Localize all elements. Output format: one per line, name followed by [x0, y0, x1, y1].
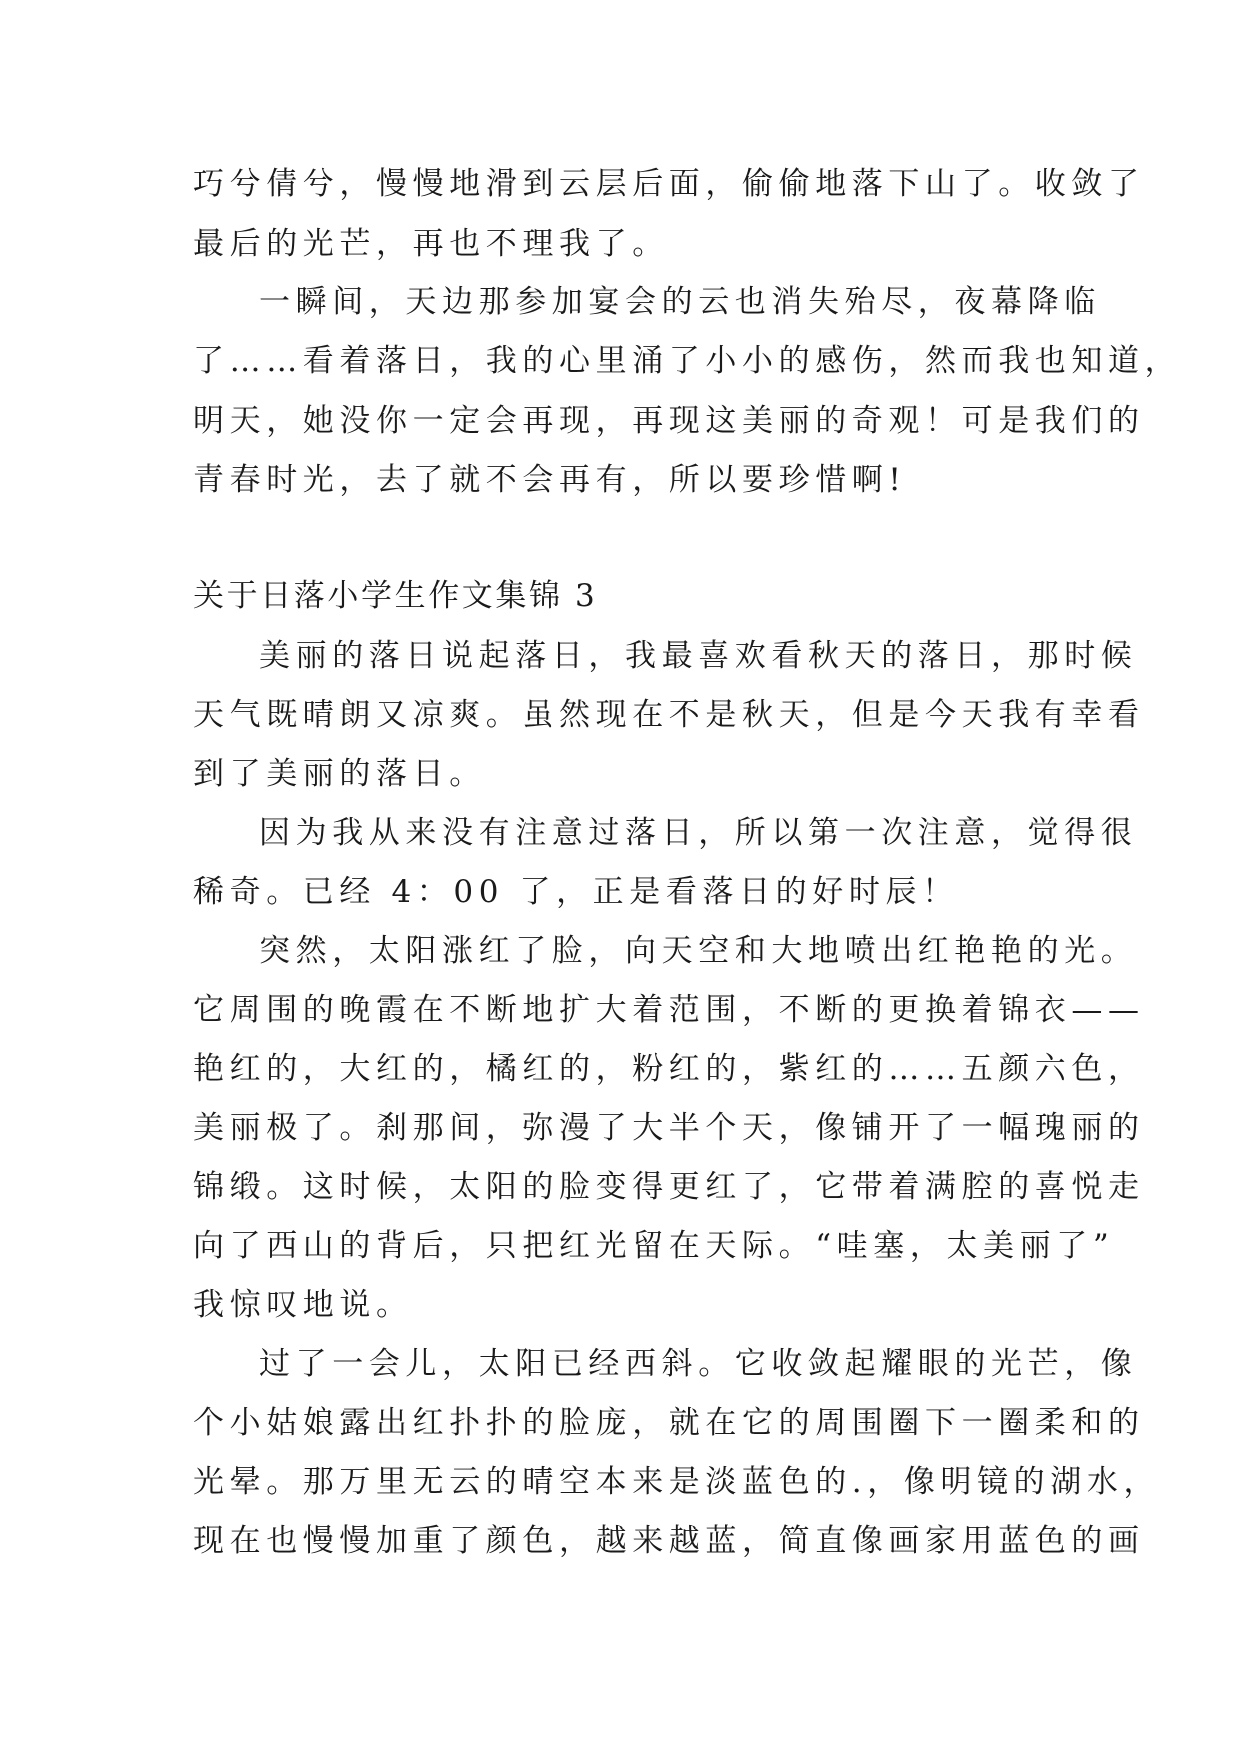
text-line: 向了西山的背后，只把红光留在天际。“哇塞，太美丽了”: [193, 1228, 1115, 1264]
text-line: 过了一会儿，太阳已经西斜。它收敛起耀眼的光芒，像: [259, 1346, 1138, 1382]
text-line: 巧兮倩兮，慢慢地滑到云层后面，偷偷地落下山了。收敛了: [193, 166, 1145, 202]
text-line: 了……看着落日，我的心里涌了小小的感伤，然而我也知道，: [193, 343, 1182, 379]
text-line: 现在也慢慢加重了颜色，越来越蓝，简直像画家用蓝色的画: [193, 1523, 1145, 1559]
text-line: 一瞬间，天边那参加宴会的云也消失殆尽，夜幕降临: [259, 284, 1101, 320]
text-line: 突然，太阳涨红了脸，向天空和大地喷出红艳艳的光。: [259, 933, 1138, 969]
text-line: 青春时光，去了就不会再有，所以要珍惜啊!: [193, 462, 907, 498]
text-line: 明天，她没你一定会再现，再现这美丽的奇观！可是我们的: [193, 403, 1145, 439]
text-line: 美丽极了。刹那间，弥漫了大半个天，像铺开了一幅瑰丽的: [193, 1110, 1145, 1146]
text-line: 它周围的晚霞在不断地扩大着范围，不断的更换着锦衣——: [193, 992, 1145, 1028]
text-line: 到了美丽的落日。: [193, 756, 486, 792]
text-line: 锦缎。这时候，太阳的脸变得更红了，它带着满腔的喜悦走: [193, 1169, 1145, 1205]
text-line: 个小姑娘露出红扑扑的脸庞，就在它的周围圈下一圈柔和的: [193, 1405, 1145, 1441]
text-line: 艳红的，大红的，橘红的，粉红的，紫红的……五颜六色，: [193, 1051, 1145, 1087]
text-line: 我惊叹地说。: [193, 1287, 413, 1323]
text-line: 稀奇。已经 4：00 了，正是看落日的好时辰！: [193, 874, 959, 910]
text-line: 因为我从来没有注意过落日，所以第一次注意，觉得很: [259, 815, 1138, 851]
text-line: 美丽的落日说起落日，我最喜欢看秋天的落日，那时候: [259, 638, 1138, 674]
text-line: 最后的光芒，再也不理我了。: [193, 226, 669, 262]
text-line: 光晕。那万里无云的晴空本来是淡蓝色的.，像明镜的湖水，: [193, 1464, 1161, 1500]
section-heading: 关于日落小学生作文集锦 3: [193, 578, 598, 614]
text-line: 天气既晴朗又凉爽。虽然现在不是秋天，但是今天我有幸看: [193, 697, 1145, 733]
